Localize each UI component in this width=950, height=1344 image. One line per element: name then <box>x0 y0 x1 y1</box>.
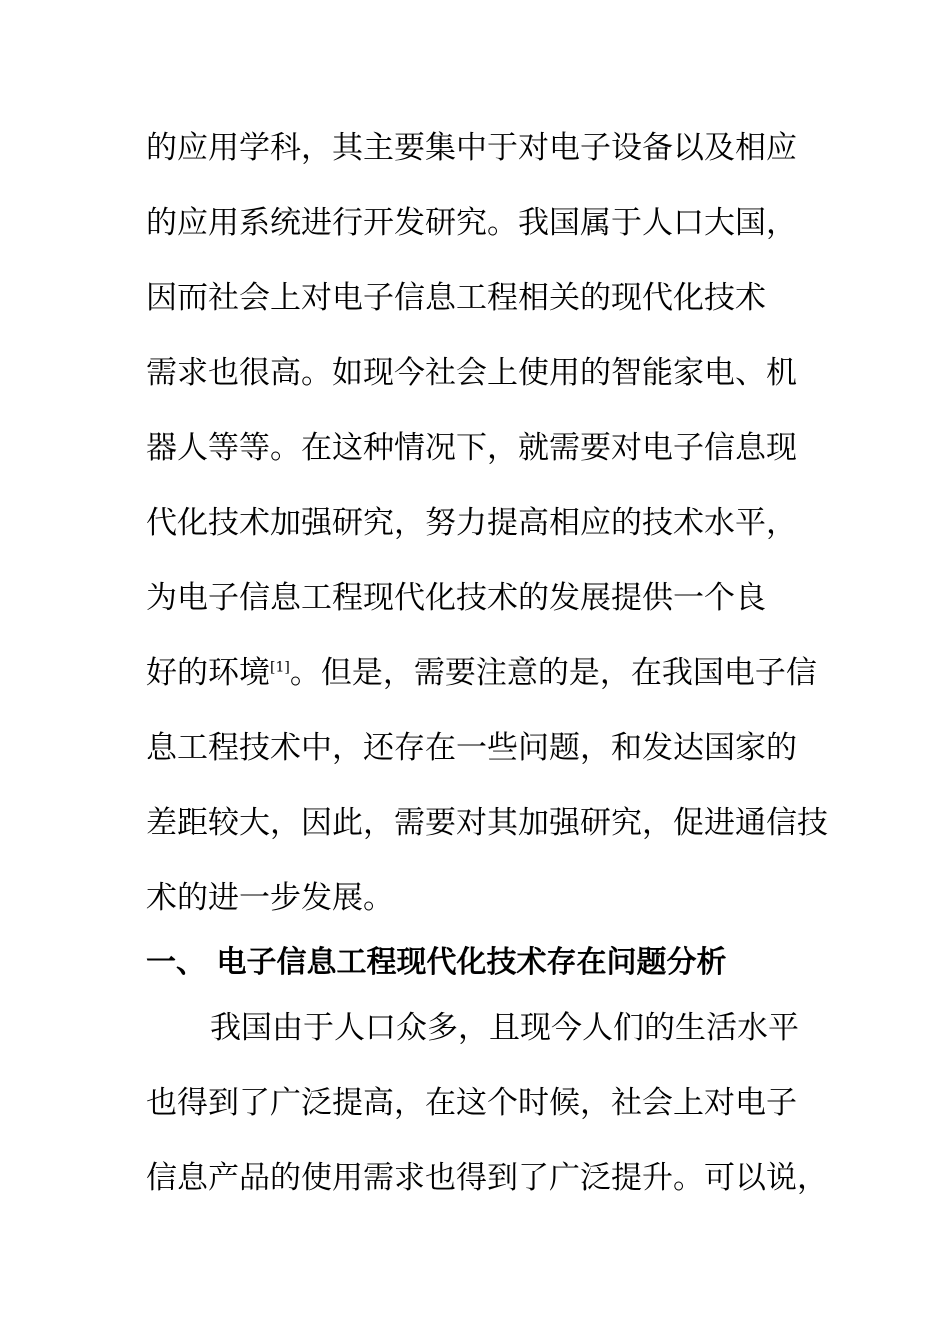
paragraph-line-with-citation <box>146 655 817 698</box>
section-heading: 一、 电子信息工程现代化技术存在问题分析 <box>146 945 727 980</box>
line-text: 好的环境 <box>146 655 270 691</box>
paragraph-line: 代化技术加强研究，努力提高相应的技术水平， <box>146 505 797 541</box>
paragraph-line: 也得到了广泛提高，在这个时候，社会上对电子 <box>146 1085 797 1121</box>
citation-marker: [1] <box>270 659 290 676</box>
paragraph-line: 息工程技术中，还存在一些问题，和发达国家的 <box>146 730 797 766</box>
paragraph-line: 我国由于人口众多，且现今人们的生活水平 <box>210 1010 799 1046</box>
line-text: 。但是，需要注意的是，在我国电子信 <box>289 655 817 691</box>
paragraph-line: 器人等等。在这种情况下，就需要对电子信息现 <box>146 430 797 466</box>
paragraph-line: 因而社会上对电子信息工程相关的现代化技术 <box>146 280 766 316</box>
paragraph-line: 信息产品的使用需求也得到了广泛提升。可以说， <box>146 1160 828 1196</box>
paragraph-line: 的应用学科，其主要集中于对电子设备以及相应 <box>146 130 797 166</box>
paragraph-line: 差距较大，因此，需要对其加强研究，促进通信技 <box>146 805 828 841</box>
paragraph-line: 为电子信息工程现代化技术的发展提供一个良 <box>146 580 766 616</box>
paragraph-line: 需求也很高。如现今社会上使用的智能家电、机 <box>146 355 797 391</box>
paragraph-line: 术的进一步发展。 <box>146 880 394 916</box>
paragraph-line: 的应用系统进行开发研究。我国属于人口大国， <box>146 205 797 241</box>
